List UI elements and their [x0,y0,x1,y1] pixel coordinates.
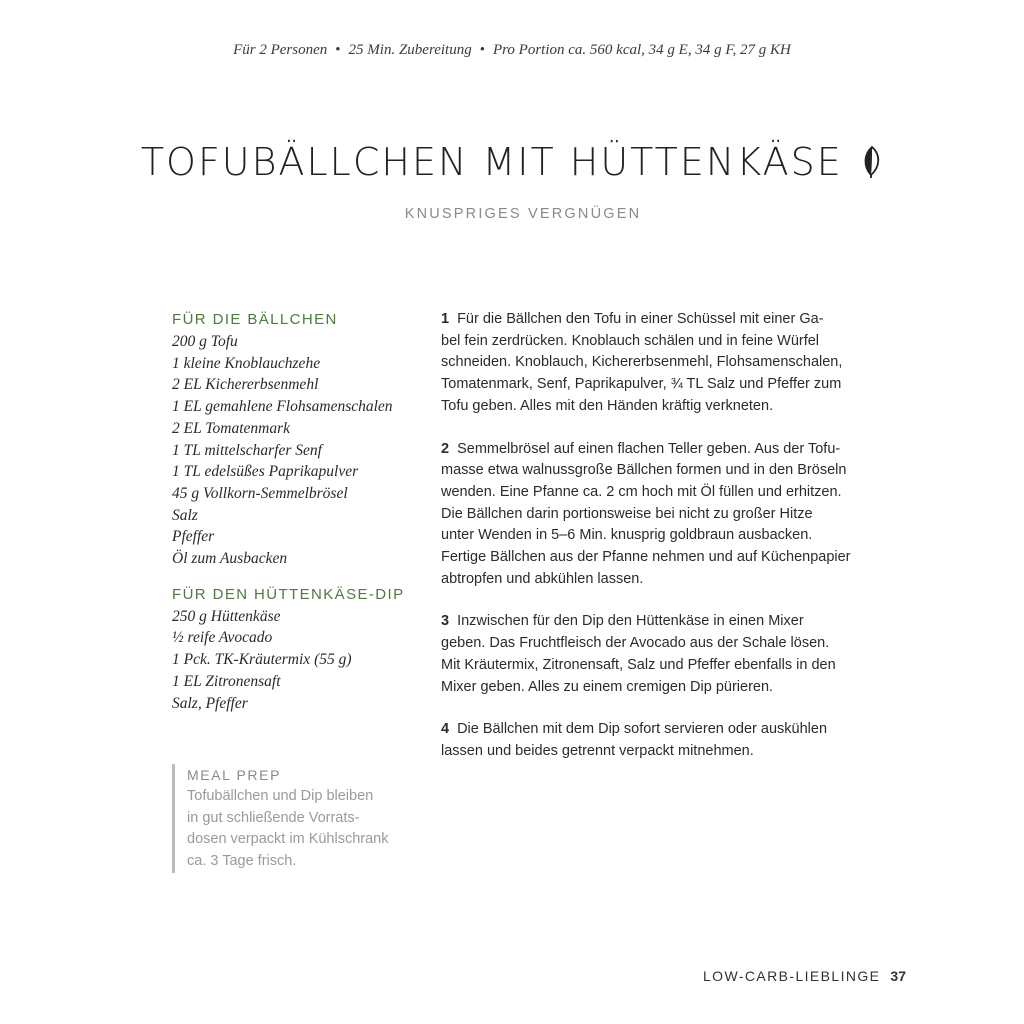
step-1 [441,309,881,418]
step-number: 4 [441,721,450,738]
ingredient-item: 250 g Hüttenkäse [172,607,281,625]
meal-prep-tip [172,764,427,873]
ingredient-item: 45 g Vollkorn-Semmelbrösel [172,484,348,502]
step-4 [441,719,881,762]
tip-text-line: ca. 3 Tage frisch. [187,853,297,870]
ingredient-item: 200 g Tofu [172,333,238,350]
step-text-line: lassen und beides getrennt verpackt mitnehmen. [441,742,754,759]
ingredient-item: 2 EL Kichererbsenmehl [172,376,319,394]
step-3 [441,611,881,698]
ingredient-section-dip [172,584,422,715]
footer-section-name: LOW-CARB-LIEBLINGE [702,968,881,984]
recipe-title: TOFUBÄLLCHEN MIT HÜTTENKÄSE [140,140,843,184]
tip-text-line: in gut schließende Vorrats- [187,809,360,826]
ingredient-list [172,331,422,570]
step-text-line: Fertige Bällchen aus der Pfanne nehmen und auf Küchenpapier [441,549,851,566]
step-text: Die Bällchen mit dem Dip sofort servieren oder auskühlen [457,721,828,738]
section-heading: FÜR DEN HÜTTENKÄSE-DIP [172,585,405,603]
step-text-line: masse etwa walnussgroße Bällchen formen und in den Bröseln [441,462,847,479]
step-text-line: schneiden. Knoblauch, Kichererbsenmehl, Flohsamenschalen, [441,354,843,371]
instructions-column [441,309,881,784]
step-number: 1 [441,311,450,327]
step-2 [441,439,881,591]
step-text: Inzwischen für den Dip den Hüttenkäse in einen Mixer [457,613,804,630]
ingredient-item: Öl zum Ausbacken [172,550,288,568]
ingredient-item: 2 EL Tomatenmark [172,419,290,437]
step-text-line: Tofu geben. Alles mit den Händen kräftig verkneten. [441,397,774,414]
tip-text-line: Tofubällchen und Dip bleiben [187,788,374,804]
step-text-line [441,611,881,633]
page-number: 37 [890,968,906,984]
leaf-icon [861,145,883,179]
ingredient-item: Pfeffer [172,528,215,546]
step-text-line [441,309,881,331]
step-text: Semmelbrösel auf einen flachen Teller geben. Aus der Tofu- [457,440,841,457]
ingredient-item: 1 EL gemahlene Flohsamenschalen [172,398,393,416]
ingredient-section-balls [172,309,422,570]
step-number: 3 [441,613,450,630]
prep-time: 25 Min. Zubereitung [348,42,472,58]
title-row [0,140,1024,184]
servings: Für 2 Personen [233,42,328,58]
step-text-line: geben. Das Fruchtfleisch der Avocado aus der Schale lösen. [441,635,830,652]
step-text-line: bel fein zerdrücken. Knoblauch schälen und in feine Würfel [441,332,820,349]
ingredient-item: ½ reife Avocado [172,629,273,647]
nutrition-info: Pro Portion ca. 560 kcal, 34 g E, 34 g F, 27 g KH [492,42,791,58]
step-text-line: unter Wenden in 5–6 Min. knusprig goldbraun ausbacken. [441,527,813,544]
step-text-line [441,719,881,741]
ingredient-item: 1 TL edelsüßes Paprikapulver [172,463,359,481]
bullet-separator: • [335,42,341,58]
step-text-line: Die Bällchen darin portionsweise bei nicht zu großer Hitze [441,505,813,522]
recipe-meta [0,42,1024,59]
tip-text-line: dosen verpackt im Kühlschrank [187,831,389,848]
step-text-line: wenden. Eine Pfanne ca. 2 cm hoch mit Öl füllen und erhitzen. [441,483,842,500]
ingredients-column [172,309,422,728]
bullet-separator: • [479,42,485,58]
step-text-line: Mixer geben. Alles zu einem cremigen Dip pürieren. [441,678,774,695]
step-text-line: abtropfen und abkühlen lassen. [441,570,644,587]
step-text-line [441,439,881,461]
ingredient-item: 1 kleine Knoblauchzehe [172,354,321,372]
ingredient-item: 1 Pck. TK-Kräutermix (55 g) [172,651,352,669]
step-number: 2 [441,440,450,457]
ingredient-list [172,606,422,715]
ingredient-item: Salz [172,506,198,524]
section-heading: FÜR DIE BÄLLCHEN [172,311,338,328]
ingredient-item: 1 EL Zitronensaft [172,672,281,690]
tip-heading: MEAL PREP [187,767,282,783]
page-footer [703,968,906,984]
ingredient-item: Salz, Pfeffer [172,694,248,712]
step-text-line: Tomatenmark, Senf, Paprikapulver, ¾ TL Salz und Pfeffer zum [441,376,842,393]
step-text: Für die Bällchen den Tofu in einer Schüssel mit einer Ga- [457,311,824,327]
ingredient-item: 1 TL mittelscharfer Senf [172,441,322,459]
recipe-subtitle: KNUSPRIGES VERGNÜGEN [404,206,642,222]
step-text-line: Mit Kräutermix, Zitronensaft, Salz und Pfeffer ebenfalls in den [441,656,836,673]
